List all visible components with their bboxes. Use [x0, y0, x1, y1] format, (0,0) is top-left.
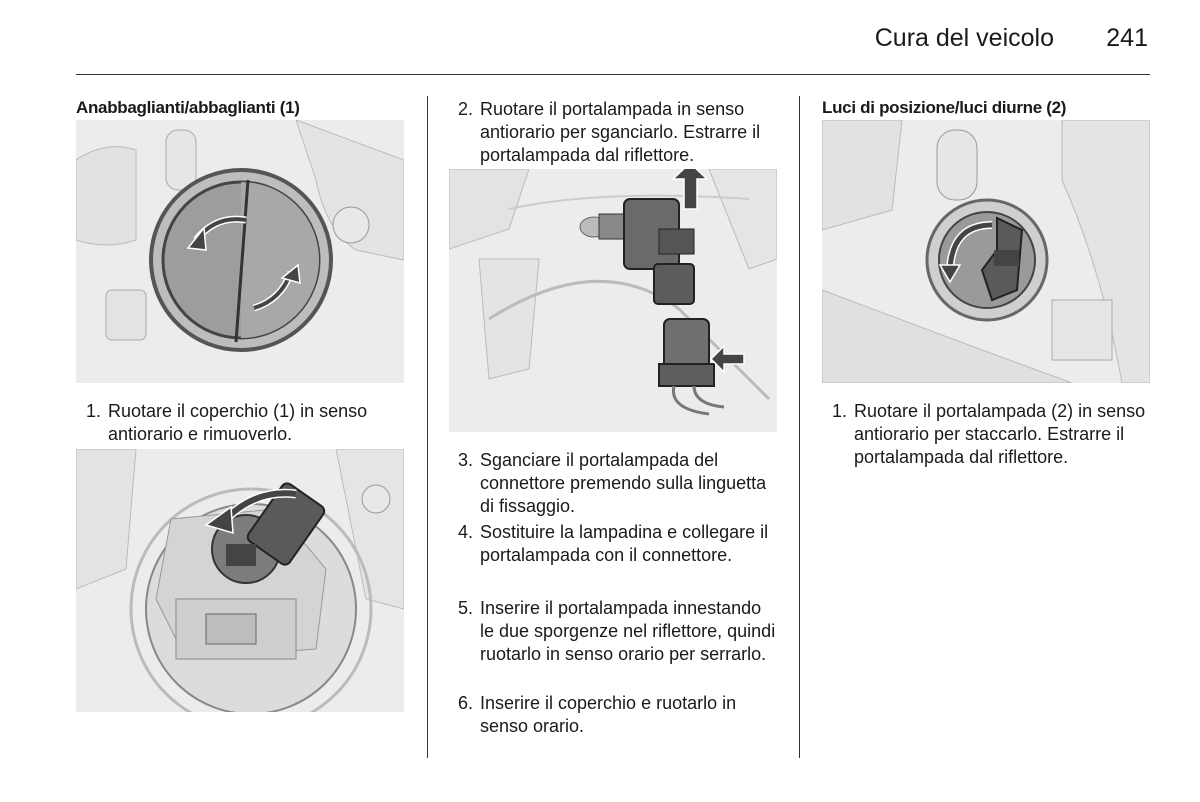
- header-rule: [76, 74, 1150, 75]
- page-section-title: Cura del veicolo: [874, 24, 1054, 52]
- figure-bulb-holder-rotate: [76, 449, 404, 712]
- figure-bulb-connector: [449, 169, 777, 432]
- column-divider-left: [427, 96, 428, 758]
- step-middle-6: 6. Inserire il coperchio e ruotarlo in senso orario.: [458, 693, 737, 736]
- step-middle-5: 5. Inserire il portalampada innestando le due sporgenze nel riflettore, quindi ruotarlo in senso orario per serrarlo.: [458, 598, 776, 664]
- section-heading-low-high-beam: Anabbaglianti/abbaglianti (1): [76, 98, 300, 117]
- step-middle-3: 3. Sganciare il portalampada del connettore premendo sulla linguetta di fissaggio.: [458, 450, 767, 516]
- column-divider-right: [799, 96, 800, 758]
- page-number: 241: [1106, 24, 1148, 52]
- figure-position-light-holder: [822, 120, 1150, 383]
- step-middle-2: 2. Ruotare il portalampada in senso antiorario per sganciarlo. Estrarre il portalampada dal riflettore.: [458, 99, 761, 165]
- step-right-1: 1. Ruotare il portalampada (2) in senso antiorario per staccarlo. Estrarre il portalampada dal riflettore.: [832, 401, 1146, 467]
- step-left-1: 1. Ruotare il coperchio (1) in senso antiorario e rimuoverlo.: [86, 401, 368, 444]
- figure-headlamp-cover: [76, 120, 404, 383]
- step-middle-4: 4. Sostituire la lampadina e collegare il portalampada con il connettore.: [458, 522, 769, 565]
- section-heading-position-lights: Luci di posizione/luci diurne (2): [822, 98, 1067, 117]
